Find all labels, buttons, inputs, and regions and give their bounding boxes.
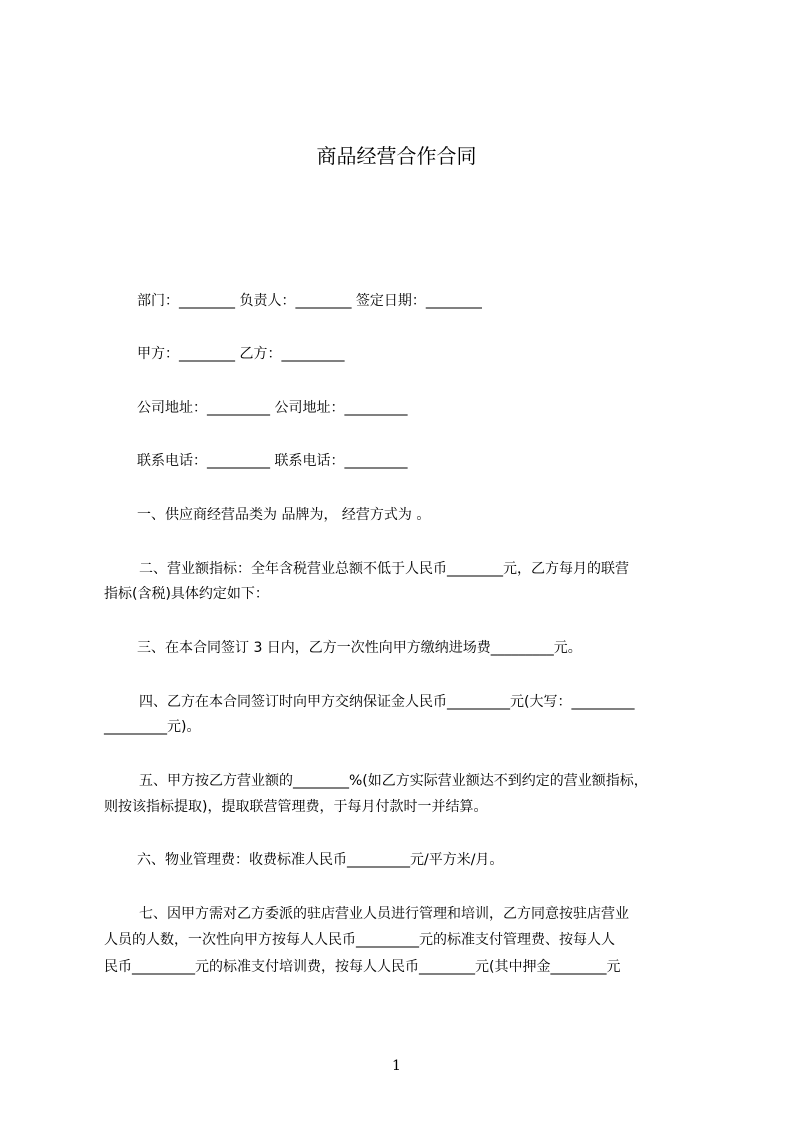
clause-4-line-1: 四、乙方在本合同签订时向甲方交纳保证金人民币_________元(大写：_________ (139, 694, 635, 710)
header-fields-line: 部门：________ 负责人：________ 签定日期：________ (137, 293, 482, 309)
clause-3: 三、在本合同签订 3 日内，乙方一次性向甲方缴纳进场费_________元。 (137, 640, 582, 656)
clause-4-line-2: _________元)。 (104, 719, 201, 735)
clause-7-line-1: 七、因甲方需对乙方委派的驻店营业人员进行管理和培训，乙方同意按驻店营业 (139, 906, 629, 922)
phone-line: 联系电话：_________ 联系电话：_________ (137, 453, 408, 469)
clause-1: 一、供应商经营品类为 品牌为， 经营方式为 。 (137, 507, 431, 523)
clause-7-line-3: 民币_________元的标准支付培训费，按每人人民币________元(其中押金________元 (104, 959, 621, 975)
clause-6: 六、物业管理费：收费标准人民币_________元/平方米/月。 (137, 852, 504, 868)
clause-5-line-2: 则按该指标提取)，提取联营管理费，于每月付款时一并结算。 (104, 799, 488, 815)
page-number: 1 (392, 1058, 401, 1074)
address-line: 公司地址：_________ 公司地址：_________ (137, 400, 408, 416)
clause-7-line-2: 人员的人数，一次性向甲方按每人人民币_________元的标准支付管理费、按每人人 (104, 932, 615, 948)
clause-5-line-1: 五、甲方按乙方营业额的________%(如乙方实际营业额达不到约定的营业额指标， (139, 773, 648, 789)
parties-line: 甲方：________ 乙方：_________ (137, 346, 345, 362)
clause-2-line-2: 指标(含税)具体约定如下： (104, 586, 269, 602)
clause-2-line-1: 二、营业额指标：全年含税营业总额不低于人民币________元，乙方每月的联营 (139, 561, 629, 577)
document-title: 商品经营合作合同 (316, 144, 477, 168)
